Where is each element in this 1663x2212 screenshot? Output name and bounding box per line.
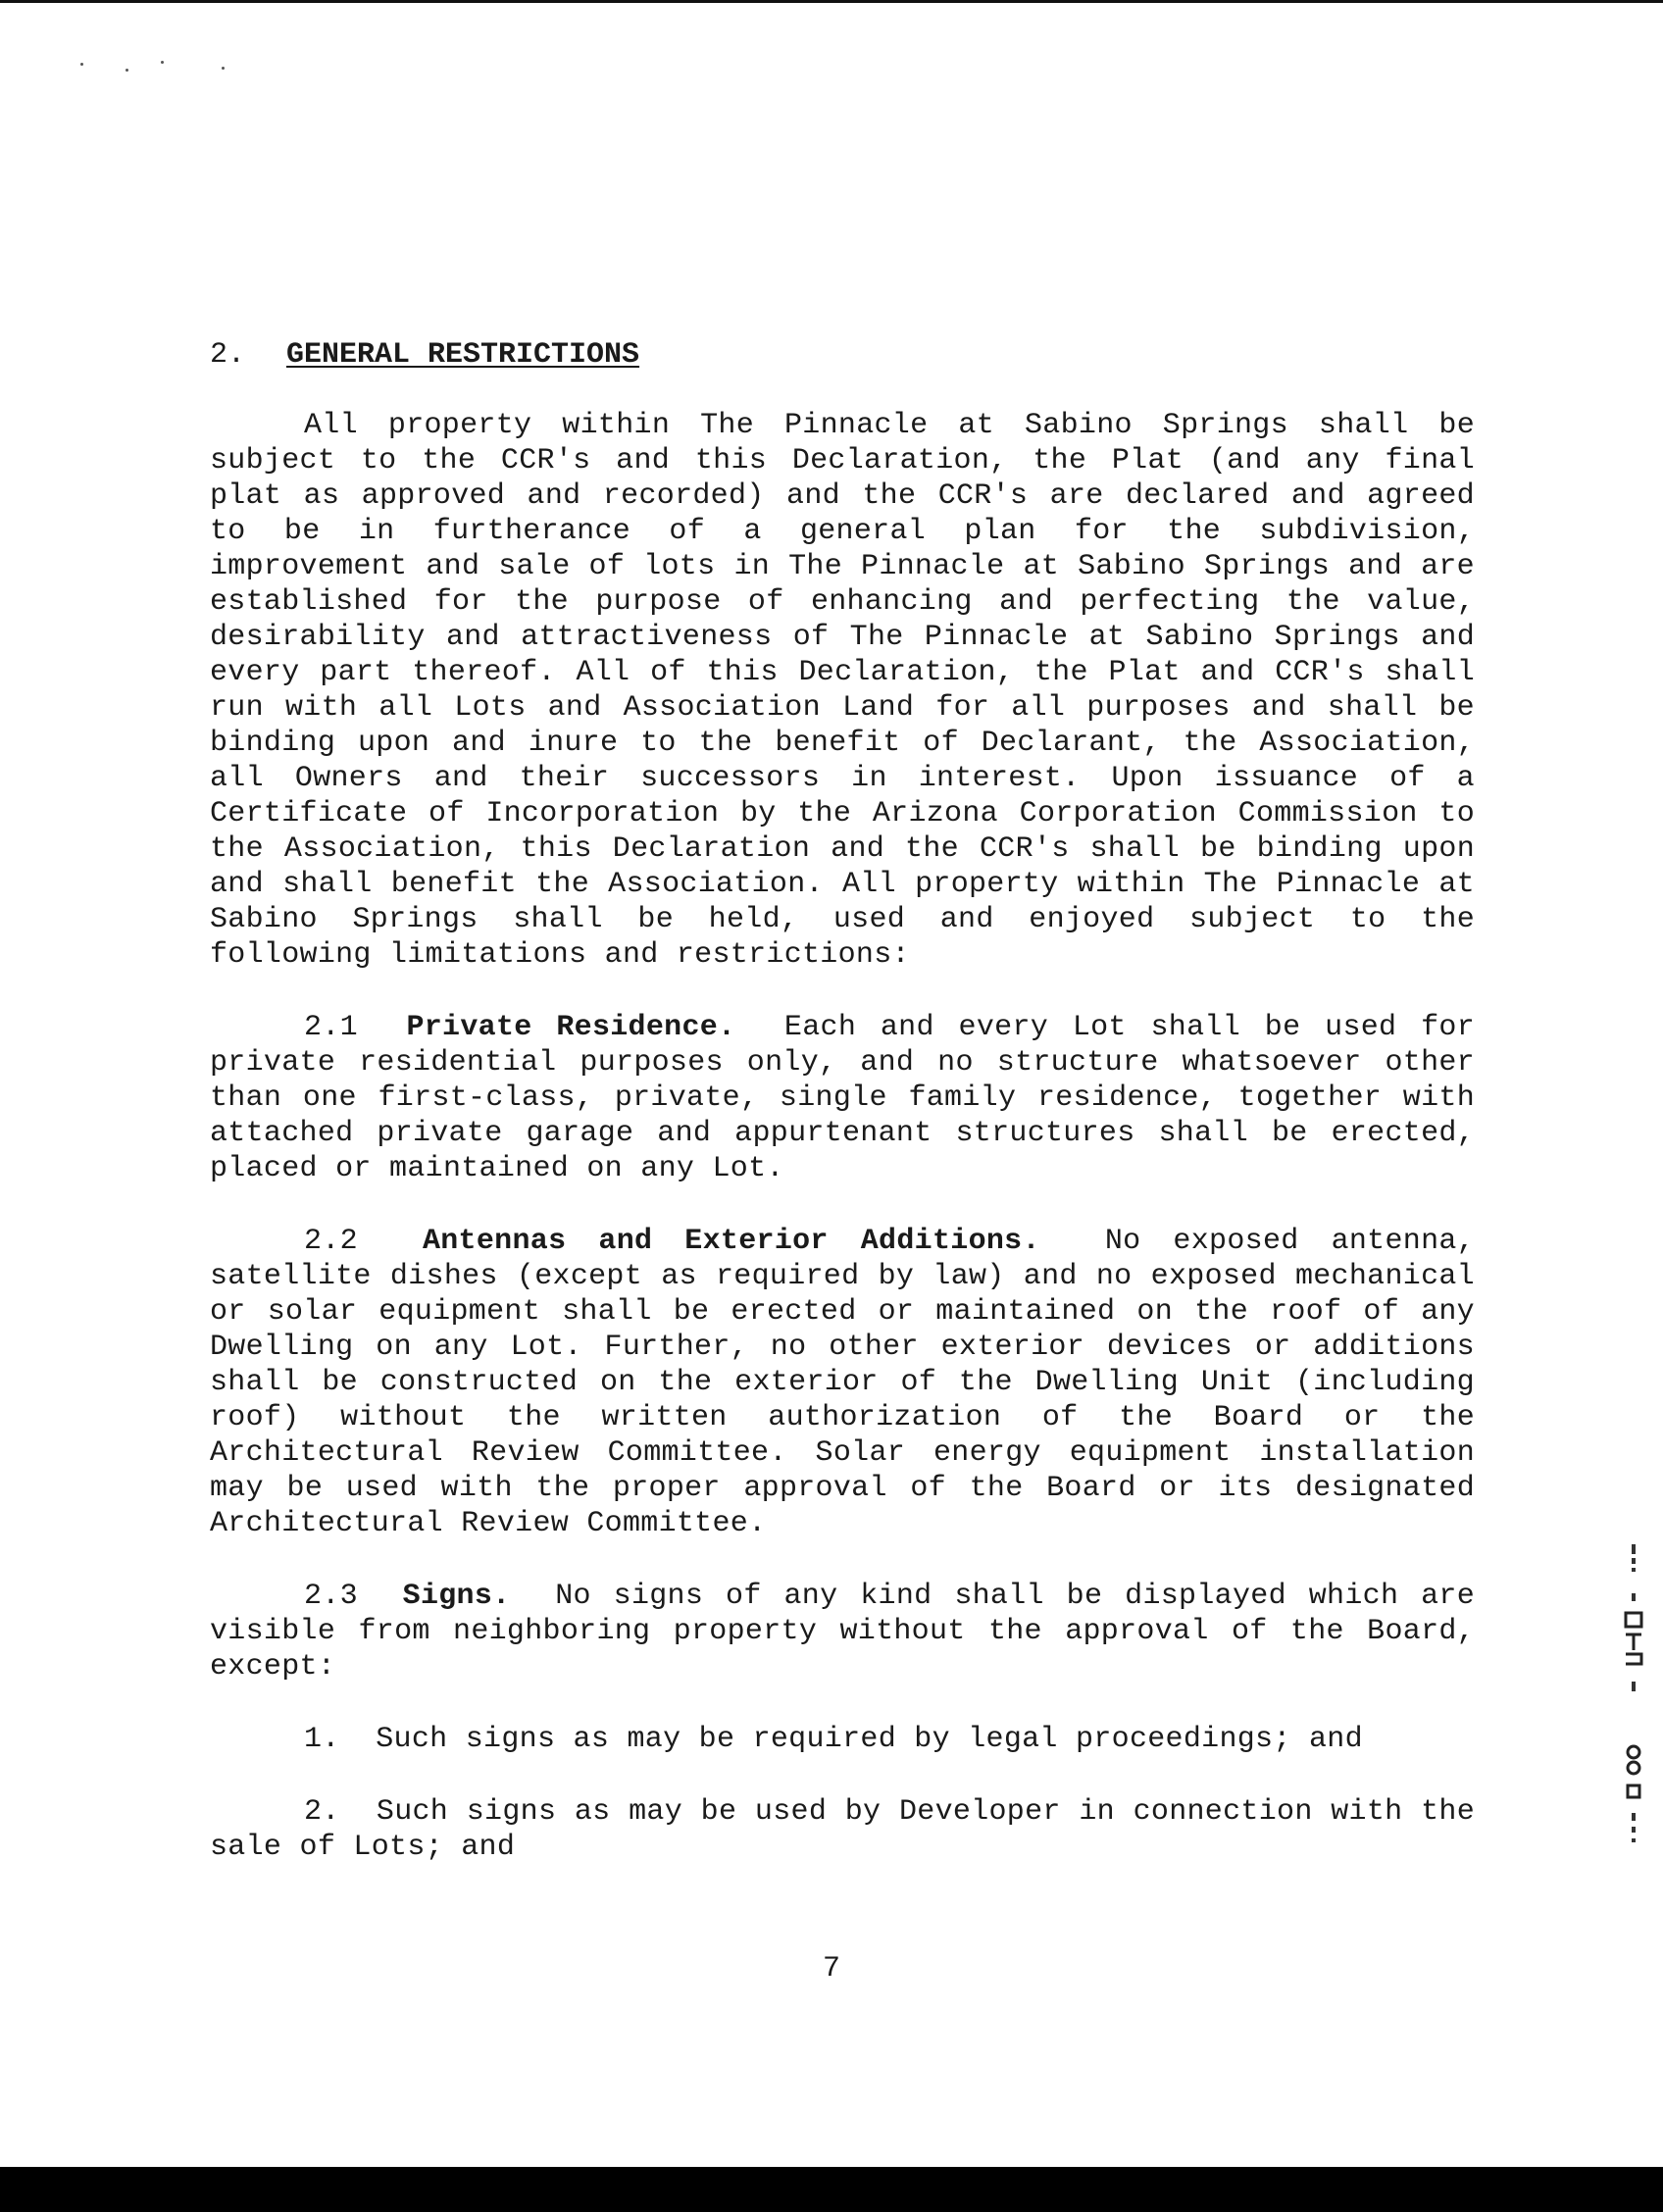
- scan-speck: [222, 67, 225, 70]
- vertical-stamp-mark: [1620, 1544, 1649, 1878]
- list-item-number: 2.: [304, 1795, 340, 1829]
- scan-bottom-edge: [0, 2167, 1663, 2212]
- subsection-text: No signs of any kind shall be displayed which are visible from neighboring property without the approval of the Board, except:: [210, 1580, 1476, 1684]
- subsection-title: Signs.: [402, 1580, 511, 1613]
- list-item-number: 1.: [304, 1723, 340, 1756]
- subsection-number: 2.3: [304, 1580, 358, 1613]
- list-item: [210, 1722, 1475, 1757]
- scan-top-edge: [0, 0, 1663, 3]
- scan-speck: [161, 61, 164, 64]
- subsection-title: Private Residence.: [406, 1011, 736, 1044]
- section-number: 2.: [210, 338, 246, 372]
- subsection-2-3: [210, 1579, 1475, 1684]
- subsection-2-1: [210, 1010, 1475, 1186]
- section-heading: [210, 337, 1475, 373]
- subsection-number: 2.1: [304, 1011, 358, 1044]
- subsection-number: 2.2: [304, 1225, 358, 1258]
- subsection-title: Antennas and Exterior Additions.: [422, 1225, 1040, 1258]
- list-item-text: Such signs as may be used by Developer in connection with the sale of Lots; and: [210, 1795, 1476, 1864]
- page-number: 7: [822, 1952, 840, 1986]
- subsection-2-2: [210, 1224, 1475, 1541]
- subsection-text: No exposed antenna, satellite dishes (except as required by law) and no exposed mechanical or solar equipment shall be erected or maintained on the roof of any Dwelling on any Lot. Further, no other exterior devices or additions shall be constructed on the exterior of the Dwelling Unit (including roof) without the written authorization of the Board or the Architectural Review Committee. Solar energy equipment installation may be used with the proper approval of the Board or its designated Architectural Review Committee.: [210, 1225, 1475, 1540]
- list-item: [210, 1794, 1475, 1865]
- scan-speck: [126, 69, 128, 72]
- section-title: GENERAL RESTRICTIONS: [286, 338, 640, 372]
- intro-paragraph: All property within The Pinnacle at Sabino Springs shall be subject to the CCR's and this Declaration, the Plat (and any final plat as approved and recorded) and the CCR's are declared and agreed to be in furtherance of a general plan for the subdivision, improvement and sale of lots in The Pinnacle at Sabino Springs and are established for the purpose of enhancing and perfecting the value, desirability and attractiveness of The Pinnacle at Sabino Springs and every part thereof. All of this Declaration, the Plat and CCR's shall run with all Lots and Association Land for all purposes and shall be binding upon and inure to the benefit of Declarant, the Association, all Owners and their successors in interest. Upon issuance of a Certificate of Incorporation by the Arizona Corporation Commission to the Association, this Declaration and the CCR's shall be binding upon and shall benefit the Association. All property within The Pinnacle at Sabino Springs shall be held, used and enjoyed subject to the following limitations and restrictions:: [210, 409, 1475, 972]
- subsection-text: Each and every Lot shall be used for private residential purposes only, and no structure whatsoever other than one first-class, private, single family residence, together with attached private garage and appurtenant structures shall be erected, placed or maintained on any Lot.: [210, 1011, 1476, 1185]
- list-item-text: Such signs as may be required by legal proceedings; and: [376, 1723, 1363, 1756]
- stamp-glyphs: [1620, 1544, 1649, 1878]
- scan-speck: [80, 63, 83, 66]
- document-body: [210, 337, 1475, 1902]
